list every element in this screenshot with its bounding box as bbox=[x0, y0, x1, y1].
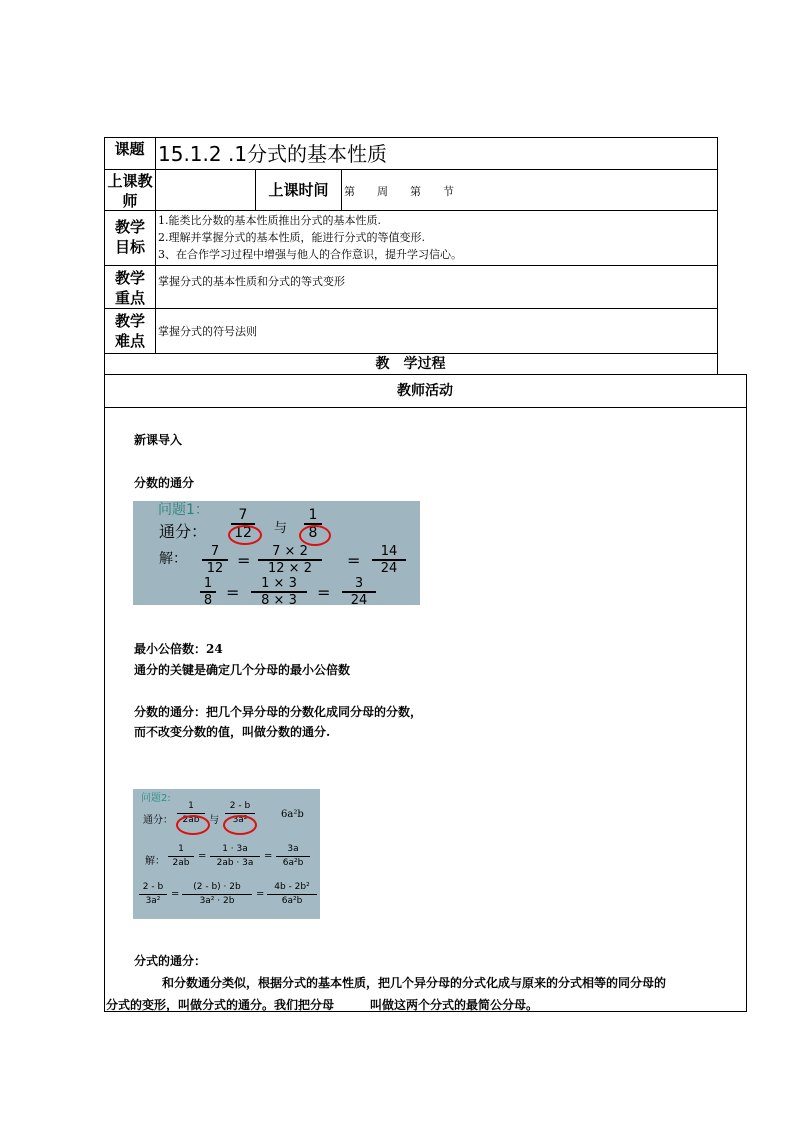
teacher-label: 上课教师 bbox=[107, 172, 153, 210]
fraction: 1 · 3a 2ab · 3a bbox=[210, 844, 260, 869]
key-point-text: 通分的关键是确定几个分母的最小公倍数 bbox=[134, 663, 351, 677]
table-border bbox=[104, 137, 105, 1011]
panel2-lcd: 6a²b bbox=[281, 809, 304, 820]
key-value: 掌握分式的基本性质和分式的等式变形 bbox=[158, 275, 345, 288]
table-border bbox=[104, 308, 718, 309]
equals-sign: = bbox=[171, 889, 180, 900]
lcd-circle-icon bbox=[228, 525, 262, 545]
def-line-2: 而不改变分数的值，叫做分数的通分. bbox=[134, 725, 331, 739]
panel2-tongfen: 通分： bbox=[143, 815, 173, 826]
panel2-title: 问题2: bbox=[141, 793, 171, 804]
panel1-tongfen: 通分： bbox=[159, 522, 208, 541]
fraction: 1 × 3 8 × 3 bbox=[251, 577, 307, 607]
fraction: 4b - 2b² 6a²b bbox=[267, 882, 317, 907]
goal-item: 3、在合作学习过程中增强与他人的合作意识，提升学习信心。 bbox=[158, 248, 462, 261]
equals-sign: = bbox=[256, 889, 265, 900]
alg-def-line-1: 和分数通分类似，根据分式的基本性质，把几个异分母的分式化成与原来的分式相等的同分母的 bbox=[162, 976, 667, 990]
table-border bbox=[104, 169, 718, 170]
key-label: 教学重点 bbox=[114, 269, 145, 307]
lcd-circle-icon bbox=[299, 525, 331, 546]
math-panel-1 bbox=[133, 501, 420, 608]
time-value: 第 周 第 节 bbox=[344, 185, 454, 198]
panel1-jie: 解： bbox=[159, 551, 187, 567]
process-label: 教 学过程 bbox=[375, 356, 446, 372]
goal-label: 教学目标 bbox=[114, 218, 145, 256]
difficulty-label: 教学难点 bbox=[114, 312, 145, 350]
algebra-common-heading: 分式的通分： bbox=[134, 954, 207, 968]
fraction-common-heading: 分数的通分 bbox=[134, 476, 195, 490]
equals-sign: = bbox=[226, 583, 240, 602]
table-border bbox=[746, 374, 747, 1011]
fraction: 1 8 bbox=[304, 508, 322, 540]
fraction: 2 - b 3a² bbox=[139, 882, 167, 907]
fraction: 7 12 bbox=[202, 545, 228, 575]
equals-sign: = bbox=[347, 551, 361, 570]
table-border bbox=[341, 169, 342, 210]
table-border bbox=[104, 374, 747, 375]
panel1-yu: 与 bbox=[274, 521, 288, 536]
panel2-yu: 与 bbox=[209, 815, 219, 826]
equals-sign: = bbox=[198, 851, 207, 862]
panel1-title: 问题1： bbox=[158, 502, 209, 518]
fraction: 7 12 bbox=[231, 508, 255, 540]
fraction: 2 - b 3a² bbox=[225, 801, 255, 826]
table-border bbox=[104, 407, 747, 408]
intro-heading: 新课导入 bbox=[134, 433, 183, 447]
topic-value: 15.1.2 .1分式的基本性质 bbox=[158, 142, 388, 166]
fraction: (2 - b) · 2b 3a² · 2b bbox=[182, 882, 252, 907]
fraction: 3a 6a²b bbox=[276, 844, 310, 869]
time-label: 上课时间 bbox=[268, 181, 329, 199]
math-panel-2 bbox=[133, 789, 320, 919]
activity-label: 教师活动 bbox=[397, 383, 453, 399]
fraction: 1 8 bbox=[200, 577, 216, 607]
lcd-circle-icon bbox=[176, 815, 210, 835]
table-border bbox=[104, 137, 718, 138]
equals-sign: = bbox=[237, 551, 251, 570]
table-border bbox=[104, 265, 718, 266]
def-line-1: 分数的通分：把几个异分母的分数化成同分母的分数， bbox=[134, 705, 423, 719]
fraction: 14 24 bbox=[372, 545, 406, 575]
fraction: 1 2ab bbox=[177, 801, 205, 826]
goals-list bbox=[158, 212, 713, 263]
topic-label: 课题 bbox=[114, 140, 145, 158]
goal-item: 2.理解并掌握分式的基本性质，能进行分式的等值变形. bbox=[158, 231, 425, 244]
fraction: 3 24 bbox=[342, 577, 376, 607]
difficulty-value: 掌握分式的符号法则 bbox=[158, 325, 257, 338]
goal-item: 1.能类比分数的基本性质推出分式的基本性质. bbox=[158, 214, 381, 227]
fraction: 1 2ab bbox=[168, 844, 194, 869]
panel2-jie: 解： bbox=[145, 856, 165, 867]
lcm-text: 最小公倍数：24 bbox=[134, 642, 223, 656]
equals-sign: = bbox=[264, 851, 273, 862]
table-border bbox=[717, 137, 718, 374]
equals-sign: = bbox=[317, 583, 331, 602]
alg-def-line-2: 分式的变形，叫做分式的通分。我们把分母 叫做这两个分式的最简公分母。 bbox=[106, 998, 539, 1012]
table-border bbox=[104, 210, 718, 211]
fraction: 7 × 2 12 × 2 bbox=[258, 545, 322, 575]
lcd-circle-icon bbox=[223, 815, 257, 835]
table-border bbox=[155, 137, 156, 353]
